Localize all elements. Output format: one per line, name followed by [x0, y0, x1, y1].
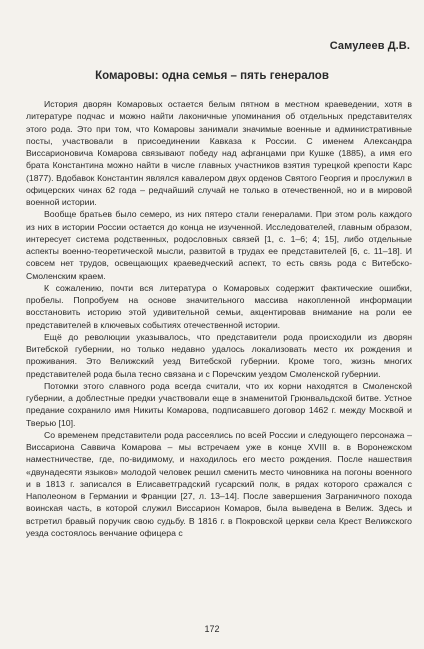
article-body	[26, 98, 412, 539]
paragraph-3: К сожалению, почти вся литература о Комаровых содержит фактические ошибки, пробелы. Попробуем на основе значительного массива накопленной информации восстановить историю этой удивительной семьи, акцентировав внимание на роли ее представителей в ключевых событиях отечественной истории.	[26, 282, 412, 330]
paragraph-4: Ещё до революции указывалось, что представители рода происходили из дворян Витебской губернии, но только недавно удалось локализовать место их рождения и проживания. Это Велижский уезд Витебской губернии. Кроме того, жизнь многих представителей рода была тесно связана и с Поречским уездом Смоленской губернии.	[26, 331, 412, 379]
paragraph-2: Вообще братьев было семеро, из них пятеро стали генералами. При этом роль каждого из них в истории России остается до конца не изученной. Исследователей, главным образом, интересует система родственных, родословных связей [1, с. 1–6; 4; 15], либо отдельные аспекты военно-теоретической мысли, развитой в трудах ее представителей [6, с. 11–18]. И совсем нет трудов, освещающих краеведческий аспект, то есть связь рода с Витебско-Смоленским краем.	[26, 209, 412, 281]
article-title: Комаровы: одна семья – пять генералов	[95, 70, 329, 82]
paragraph-6: Со временем представители рода рассеялись по всей России и следующего персонажа – Виссариона Саввича Комарова – мы встречаем уже в конце XVIII в. в Воронежском наместничестве, где, по-видимому, и находилось его место рождения. После нашествия «двунадесяти языков» молодой человек решил сменить место чиновника на погоны военного и в 1813 г. записался в Елисаветградский гусарский полк, в рядах которого сражался с Наполеоном в Германии и Франции [27, л. 13–14]. После завершения Заграничного похода воинская часть, в которой служил Виссарион Комаров, была выведена в Велиж. Здесь и встретил бравый поручик свою судьбу. В 1816 г. в Покровской церкви села Крест Велижского уезда состоялось венчание офицера с	[26, 429, 412, 538]
paragraph-1: История дворян Комаровых остается белым пятном в местном краеведении, хотя в литературе подчас и можно найти лаконичные упоминания об отдельных представителях этого рода. Это при том, что Комаровы занимали значимые военные и административные посты, участвовали в присоединении Кавказа к России. С именем Александра Виссарионовича Комарова связывают победу над афганцами при Кушке (1885), а имя его брата Константина можно найти в числе главных участников взятия турецкой крепости Карс (1877). Вдобавок Константин являлся кавалером двух орденов Святого Георгия и прослужил в офицерских чинах 62 года – редчайший случай не только в отечественной, но и в мировой военной истории.	[26, 99, 412, 207]
paragraph-5: Потомки этого славного рода всегда считали, что их корни находятся в Смоленской губернии, а доблестные предки участвовали еще в знаменитой Грюнвальдской битве. Устное предание сохранило имя Никиты Комарова, подписавшего договор 1462 г. между Москвой и Тверью [10].	[26, 380, 412, 428]
page-number: 172	[204, 624, 220, 634]
author-name: Самулеев Д.В.	[329, 40, 410, 52]
